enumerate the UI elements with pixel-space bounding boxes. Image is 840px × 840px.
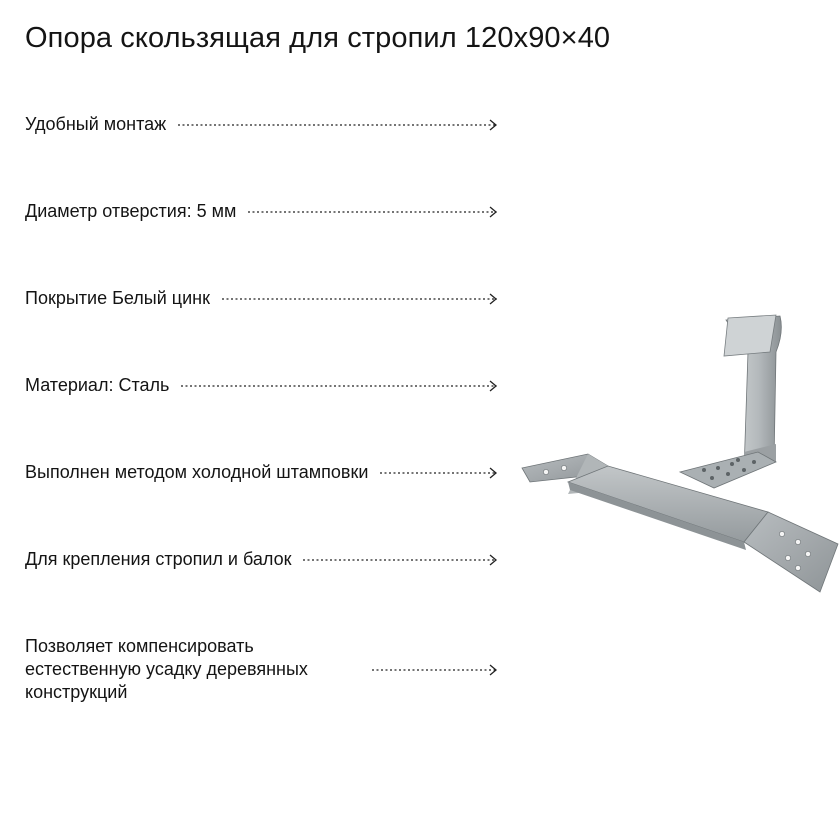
page-title: Опора скользящая для стропил 120x90×40 bbox=[25, 22, 611, 54]
sliding-plate bbox=[522, 454, 838, 592]
feature-label: Для крепления стропил и балок bbox=[25, 549, 292, 569]
hook-bracket bbox=[680, 315, 781, 488]
feature-item bbox=[25, 374, 497, 397]
feature-label: Выполнен методом холодной штамповки bbox=[25, 462, 369, 482]
product-image bbox=[518, 312, 840, 594]
arrow-right-icon bbox=[178, 119, 497, 131]
arrow-right-icon bbox=[181, 380, 497, 392]
feature-item bbox=[25, 548, 497, 571]
arrow-right-icon bbox=[222, 293, 497, 305]
arrow-right-icon bbox=[380, 467, 497, 479]
feature-item bbox=[25, 200, 497, 223]
feature-item bbox=[25, 461, 497, 484]
arrow-right-icon bbox=[372, 664, 497, 676]
feature-item bbox=[25, 635, 497, 704]
feature-item bbox=[25, 287, 497, 310]
feature-label: Диаметр отверстия: 5 мм bbox=[25, 201, 237, 221]
arrow-right-icon bbox=[303, 554, 497, 566]
feature-item bbox=[25, 113, 497, 136]
feature-label: Позволяет компенсировать естественную усадку деревянных конструкций bbox=[25, 636, 308, 702]
feature-label: Удобный монтаж bbox=[25, 114, 167, 134]
arrow-right-icon bbox=[248, 206, 497, 218]
feature-label: Материал: Сталь bbox=[25, 375, 170, 395]
feature-label: Покрытие Белый цинк bbox=[25, 288, 210, 308]
